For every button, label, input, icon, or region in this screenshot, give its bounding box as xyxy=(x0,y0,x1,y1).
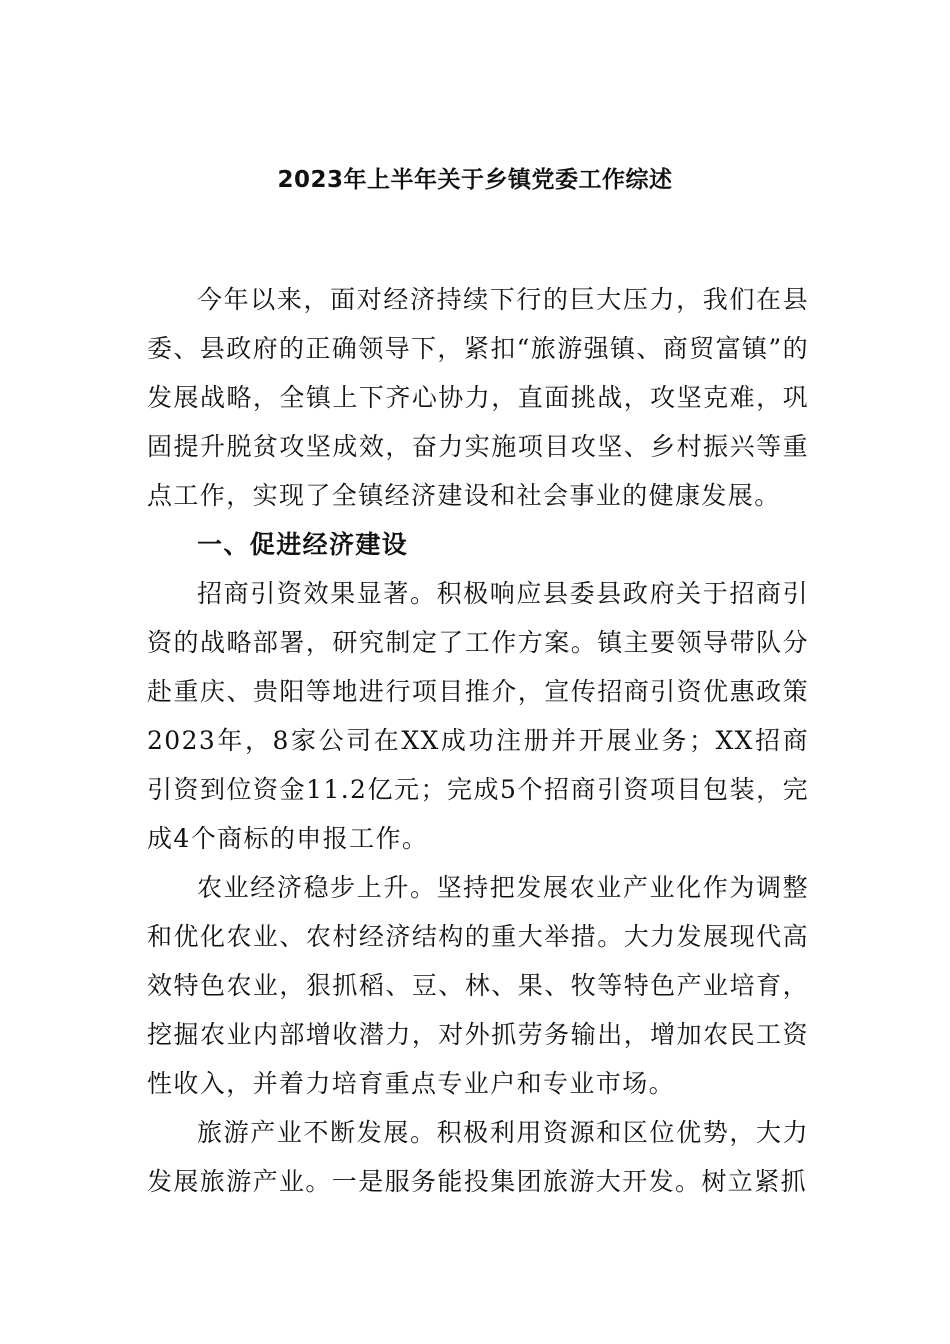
document-body xyxy=(147,275,809,1206)
investment-paragraph: 招商引资效果显著。积极响应县委县政府关于招商引资的战略部署，研究制定了工作方案。镇主要领导带队分赴重庆、贵阳等地进行项目推介，宣传招商引资优惠政策2023年，8家公司在XX成功注册并开展业务；XX招商引资到位资金11.2亿元；完成5个招商引资项目包装，完成4个商标的申报工作。 xyxy=(147,579,809,853)
tourism-paragraph: 旅游产业不断发展。积极利用资源和区位优势，大力发展旅游产业。一是服务能投集团旅游大开发。树立紧抓 xyxy=(147,1118,809,1196)
agriculture-paragraph: 农业经济稳步上升。坚持把发展农业产业化作为调整和优化农业、农村经济结构的重大举措。大力发展现代高效特色农业，狠抓稻、豆、林、果、牧等特色产业培育，挖掘农业内部增收潜力，对外抓劳务输出，增加农民工资性收入，并着力培育重点专业户和专业市场。 xyxy=(147,873,809,1098)
document-title: 2023年上半年关于乡镇党委工作综述 xyxy=(277,167,673,193)
intro-paragraph: 今年以来，面对经济持续下行的巨大压力，我们在县委、县政府的正确领导下，紧扣“旅游强镇、商贸富镇”的发展战略，全镇上下齐心协力，直面挑战，攻坚克难，巩固提升脱贫攻坚成效，奋力实施项目攻坚、乡村振兴等重点工作，实现了全镇经济建设和社会事业的健康发展。 xyxy=(147,285,809,510)
section-heading-economy: 一、促进经济建设 xyxy=(197,530,409,559)
